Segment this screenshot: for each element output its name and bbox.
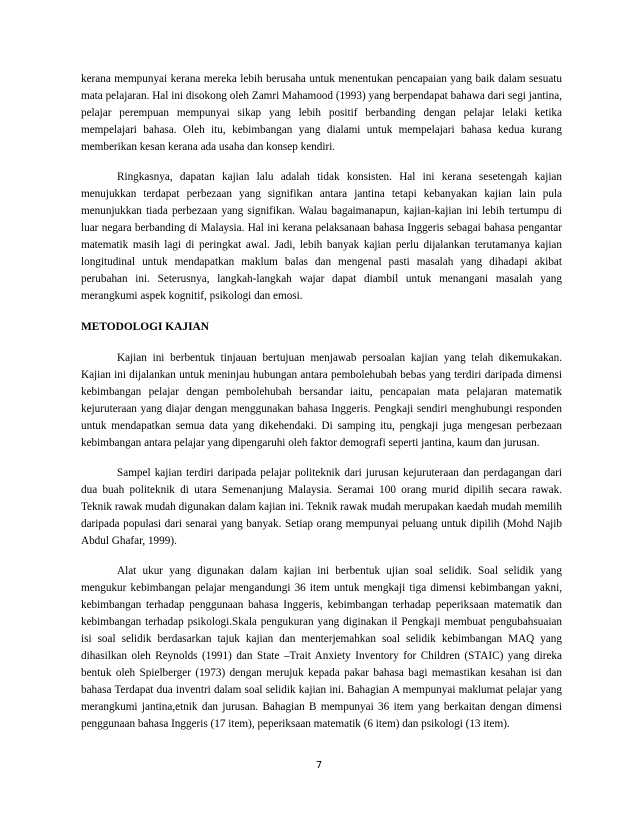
body-paragraph-sample: Sampel kajian terdiri daripada pelajar politeknik dari jurusan kejuruteraan dan perdagangan dari dua buah politeknik di utara Semenanjung Malaysia. Seramai 100 orang murid dipilih secara rawak. Teknik rawak mudah digunakan dalam kajian ini. Teknik rawak mudah merupakan kaedah mudah memilih daripada populasi dari senarai yang banyak. Setiap orang mempunyai peluang untuk dipilih (Mohd Najib Abdul Ghafar, 1999). (81, 467, 562, 547)
body-paragraph-research-design: Kajian ini berbentuk tinjauan bertujuan menjawab persoalan kajian yang telah dikemukakan. Kajian ini dijalankan untuk meninjau hubungan antara pembolehubah bebas yang terdiri daripada dimensi kebimbangan pelajar dengan pembolehubah bersandar iaitu, pencapaian mata pelajaran matematik kejuruteraan yang diajar dengan menggunakan bahasa Inggeris. Pengkaji sendiri menghubungi responden untuk mendapatkan semua data yang dikehendaki. Di samping itu, pengkaji juga mengesan perbezaan kebimbangan antara pelajar yang dipengaruhi oleh faktor demografi seperti jantina, kaum dan jurusan. (81, 352, 562, 449)
page-body (81, 71, 562, 746)
body-paragraph-instrument: Alat ukur yang digunakan dalam kajian ini berbentuk ujian soal selidik. Soal selidik yang mengukur kebimbangan pelajar mengandungi 36 item untuk mengkaji tiga dimensi kebimbangan yakni, kebimbangan terhadap penggunaan bahasa Inggeris, kebimbangan terhadap peperiksaan matematik dan kebimbangan terhadap psikologi.Skala pengukuran yang diginakan il Pengkaji membuat pengubahsuaian isi soal selidik berdasarkan tajuk kajian dan menterjemahkan soal selidik kebimbangan MAQ yang dihasilkan oleh Reynolds (1991) dan State –Trait Anxiety Inventory for Children (STAIC) yang direka bentuk oleh Spielberger (1973) dengan merujuk kepada pakar bahasa bagi memastikan kesahan isi dan bahasa Terdapat dua inventri dalam soal selidik kajian ini. Bahagian A mempunyai maklumat pelajar yang merangkumi jantina,etnik dan jurusan. Bahagian B mempunyai 36 item yang berkaitan dengan dimensi penggunaan bahasa Inggeris (17 item), peperiksaan matematik (6 item) dan psikologi (13 item). (81, 565, 562, 730)
page-number: 7 (315, 760, 323, 771)
body-paragraph-intro-continuation: kerana mempunyai kerana mereka lebih berusaha untuk menentukan pencapaian yang baik dalam sesuatu mata pelajaran. Hal ini disokong oleh Zamri Mahamood (1993) yang berpendapat bahawa dari segi jantina, pelajar perempuan mempunyai sikap yang lebih positif berbanding dengan pelajar lelaki ketika mempelajari bahasa. Oleh itu, kebimbangan yang dialami untuk mempelajari bahasa kedua kurang memberikan kesan kerana ada usaha dan konsep kendiri. (81, 73, 562, 153)
section-heading: METODOLOGI KAJIAN (81, 321, 209, 333)
body-paragraph-summary: Ringkasnya, dapatan kajian lalu adalah tidak konsisten. Hal ini kerana sesetengah kajian menujukkan terdapat perbezaan yang signifikan antara jantina tetapi kebanyakan kajian lain pula menunjukkan tiada perbezaan yang signifikan. Walau bagaimanapun, kajian-kajian ini lebih tertumpu di luar negara berbanding di Malaysia. Hal ini kerana pelaksanaan bahasa Inggeris sebagai bahasa pengantar matematik masih lagi di peringkat awal. Jadi, lebih banyak kajian perlu dijalankan terutamanya kajian longitudinal untuk mendapatkan maklum balas dan mengenal pasti masalah yang dihadapi akibat perubahan ini. Seterusnya, langkah-langkah wajar dapat diambil untuk menangani masalah yang merangkumi aspek kognitif, psikologi dan emosi. (81, 171, 562, 302)
